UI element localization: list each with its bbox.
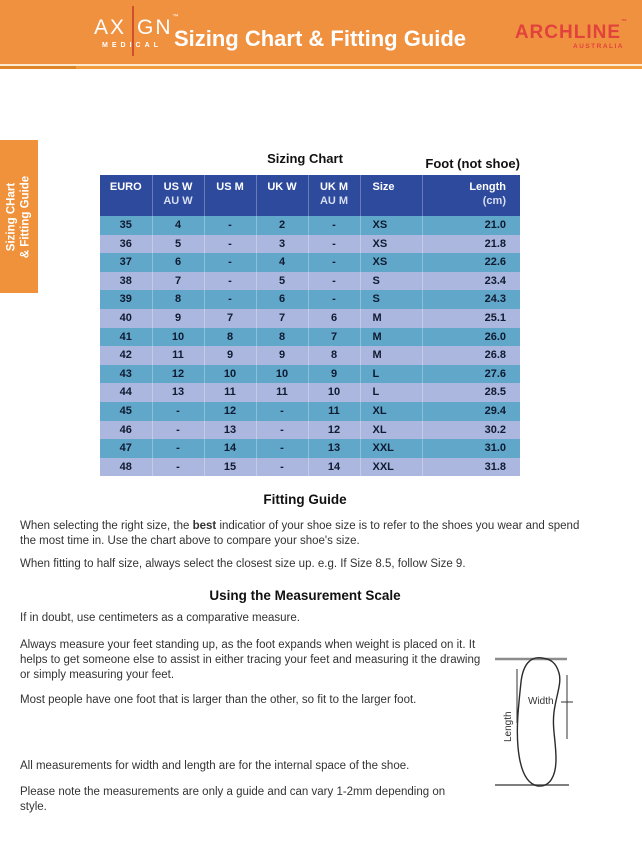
col-euro	[100, 175, 152, 216]
axign-trademark: ™	[172, 14, 181, 20]
table-cell: 9	[256, 346, 308, 365]
table-cell: 9	[204, 346, 256, 365]
table-row	[100, 235, 520, 254]
table-cell: 13	[308, 439, 360, 458]
table-cell: 21.8	[422, 235, 520, 254]
table-cell: -	[256, 458, 308, 477]
archline-logo	[514, 19, 628, 44]
sizing-chart-heading: Sizing Chart	[267, 151, 343, 166]
table-cell: 11	[204, 383, 256, 402]
table-cell: L	[360, 365, 422, 384]
table-cell: 7	[308, 328, 360, 347]
table-cell: 9	[152, 309, 204, 328]
table-cell: 7	[256, 309, 308, 328]
table-cell: M	[360, 346, 422, 365]
table-cell: 26.0	[422, 328, 520, 347]
measurement-paragraph-5: Please note the measurements are only a guide and can vary 1-2mm depending on style.	[20, 786, 446, 813]
table-cell: XS	[360, 216, 422, 235]
table-cell: S	[360, 272, 422, 291]
table-row	[100, 216, 520, 235]
table-cell: -	[308, 253, 360, 272]
header-row	[100, 175, 520, 216]
table-cell: -	[152, 458, 204, 477]
table-cell: 39	[100, 290, 152, 309]
table-cell: -	[152, 421, 204, 440]
table-cell: 43	[100, 365, 152, 384]
table-cell: -	[204, 216, 256, 235]
table-cell: 11	[308, 402, 360, 421]
table-cell: 22.6	[422, 253, 520, 272]
foot-not-shoe-label: Foot (not shoe)	[425, 156, 520, 171]
side-tab	[0, 140, 38, 293]
table-row	[100, 346, 520, 365]
table-cell: 42	[100, 346, 152, 365]
table-cell: 6	[256, 290, 308, 309]
table-cell: 21.0	[422, 216, 520, 235]
table-cell: 8	[204, 328, 256, 347]
table-cell: 14	[308, 458, 360, 477]
table-row	[100, 402, 520, 421]
side-tab-label	[0, 140, 38, 293]
col-us-w	[152, 175, 204, 216]
table-cell: 26.8	[422, 346, 520, 365]
foot-outline-icon	[517, 658, 559, 786]
table-cell: 47	[100, 439, 152, 458]
top-banner	[0, 0, 642, 64]
table-cell: 2	[256, 216, 308, 235]
measurement-paragraph-4: All measurements for width and length are for the internal space of the shoe.	[20, 760, 410, 772]
table-cell: 23.4	[422, 272, 520, 291]
table-cell: 36	[100, 235, 152, 254]
table-row	[100, 272, 520, 291]
table-row	[100, 383, 520, 402]
table-cell: 31.0	[422, 439, 520, 458]
table-cell: 37	[100, 253, 152, 272]
col-us-m	[204, 175, 256, 216]
table-cell: 13	[204, 421, 256, 440]
table-cell: 6	[308, 309, 360, 328]
side-tab-line1: Sizing CHart	[5, 182, 17, 251]
table-cell: L	[360, 383, 422, 402]
table-cell: 28.5	[422, 383, 520, 402]
foot-diagram	[482, 628, 640, 806]
table-cell: 48	[100, 458, 152, 477]
table-cell: 12	[152, 365, 204, 384]
table-cell: -	[308, 216, 360, 235]
p1-bold-word: best	[192, 520, 217, 532]
table-cell: 4	[152, 216, 204, 235]
table-cell: XXL	[360, 439, 422, 458]
table-cell: 8	[308, 346, 360, 365]
axign-logo-left: AX	[94, 16, 127, 39]
table-cell: 11	[152, 346, 204, 365]
table-cell: XL	[360, 402, 422, 421]
table-cell: -	[256, 421, 308, 440]
axign-logo-right: GN	[137, 16, 173, 39]
archline-country: AUSTRALIA	[572, 43, 624, 50]
page-title: Sizing Chart & Fitting Guide	[173, 26, 467, 51]
table-cell: -	[204, 253, 256, 272]
table-row	[100, 421, 520, 440]
table-cell: 8	[256, 328, 308, 347]
col-uk-w-label: UK W	[267, 181, 297, 193]
col-length	[422, 175, 520, 216]
archline-name: ARCHLINE	[514, 22, 621, 43]
table-cell: -	[152, 439, 204, 458]
table-cell: 31.8	[422, 458, 520, 477]
table-cell: -	[204, 235, 256, 254]
table-cell: 14	[204, 439, 256, 458]
table-cell: 15	[204, 458, 256, 477]
length-label: Length	[503, 711, 514, 742]
col-size-label: Size	[372, 181, 395, 193]
p1-after: indicatior of your shoe size is to refer to the shoes you wear and spend the most time in. Use the chart above to compare your shoe's size.	[20, 520, 580, 547]
table-cell: -	[152, 402, 204, 421]
table-cell: 11	[256, 383, 308, 402]
col-euro-label: EURO	[109, 181, 142, 193]
table-cell: XL	[360, 421, 422, 440]
measurement-scale-heading: Using the Measurement Scale	[209, 588, 401, 603]
col-length-unit: (cm)	[482, 195, 506, 207]
table-cell: 10	[256, 365, 308, 384]
table-cell: 10	[308, 383, 360, 402]
col-length-label: Length	[469, 181, 506, 193]
sizing-table-header	[100, 175, 520, 216]
table-cell: 40	[100, 309, 152, 328]
table-cell: M	[360, 328, 422, 347]
side-tab-line2: & Fitting Guide	[19, 175, 31, 258]
table-cell: 4	[256, 253, 308, 272]
table-cell: 5	[256, 272, 308, 291]
fitting-guide-paragraph-2: When fitting to half size, always select the closest size up. e.g. If Size 8.5, follow Size 9.	[20, 558, 466, 570]
table-row	[100, 328, 520, 347]
table-cell: 12	[308, 421, 360, 440]
table-cell: 12	[204, 402, 256, 421]
table-cell: 46	[100, 421, 152, 440]
table-cell: M	[360, 309, 422, 328]
p1-before: When selecting the right size, the	[20, 520, 193, 532]
table-cell: 5	[152, 235, 204, 254]
table-cell: 41	[100, 328, 152, 347]
table-cell: 6	[152, 253, 204, 272]
table-cell: 35	[100, 216, 152, 235]
table-cell: 38	[100, 272, 152, 291]
width-label: Width	[528, 696, 554, 707]
table-cell: -	[308, 290, 360, 309]
table-cell: 24.3	[422, 290, 520, 309]
table-cell: 7	[152, 272, 204, 291]
table-cell: -	[308, 235, 360, 254]
banner-rule	[0, 66, 642, 69]
measurement-paragraph-2: Always measure your feet standing up, as the foot expands when weight is placed on it. It helps to get someone else to assist in either tracing your feet and measuring it the drawing or simply measuring your feet.	[20, 639, 481, 681]
table-cell: -	[256, 439, 308, 458]
table-cell: 9	[308, 365, 360, 384]
table-row	[100, 253, 520, 272]
table-cell: 8	[152, 290, 204, 309]
col-us-m-label: US M	[216, 181, 244, 193]
table-cell: -	[308, 272, 360, 291]
table-cell: 30.2	[422, 421, 520, 440]
fitting-guide-paragraph-1	[20, 519, 598, 549]
table-cell: -	[204, 290, 256, 309]
table-cell: 7	[204, 309, 256, 328]
col-us-w-label: US W	[163, 181, 193, 193]
table-row	[100, 458, 520, 477]
table-cell: 10	[152, 328, 204, 347]
measurement-paragraph-1: If in doubt, use centimeters as a comparative measure.	[20, 612, 300, 624]
table-cell: 44	[100, 383, 152, 402]
col-au-w-label: AU W	[163, 195, 193, 207]
table-row	[100, 309, 520, 328]
table-cell: 10	[204, 365, 256, 384]
table-cell: XS	[360, 235, 422, 254]
measurement-paragraph-3: Most people have one foot that is larger than the other, so fit to the larger foot.	[20, 694, 417, 706]
col-uk-w	[256, 175, 308, 216]
fitting-guide-heading: Fitting Guide	[263, 492, 347, 507]
col-size	[360, 175, 422, 216]
table-cell: S	[360, 290, 422, 309]
table-cell: XXL	[360, 458, 422, 477]
axign-logo-tagline: MEDICAL	[102, 42, 162, 49]
table-cell: -	[256, 402, 308, 421]
table-cell: -	[204, 272, 256, 291]
table-cell: 29.4	[422, 402, 520, 421]
table-row	[100, 365, 520, 384]
table-cell: 27.6	[422, 365, 520, 384]
banner-rule-dark-segment	[0, 66, 76, 69]
table-row	[100, 290, 520, 309]
sizing-table-body	[100, 216, 520, 476]
col-uk-m	[308, 175, 360, 216]
table-cell: XS	[360, 253, 422, 272]
table-cell: 25.1	[422, 309, 520, 328]
table-cell: 13	[152, 383, 204, 402]
table-cell: 45	[100, 402, 152, 421]
col-uk-m-label: UK M	[319, 181, 349, 193]
sizing-table	[100, 175, 520, 476]
table-row	[100, 439, 520, 458]
table-cell: 3	[256, 235, 308, 254]
archline-trademark: ™	[621, 19, 628, 25]
col-au-m-label: AU M	[319, 195, 349, 207]
